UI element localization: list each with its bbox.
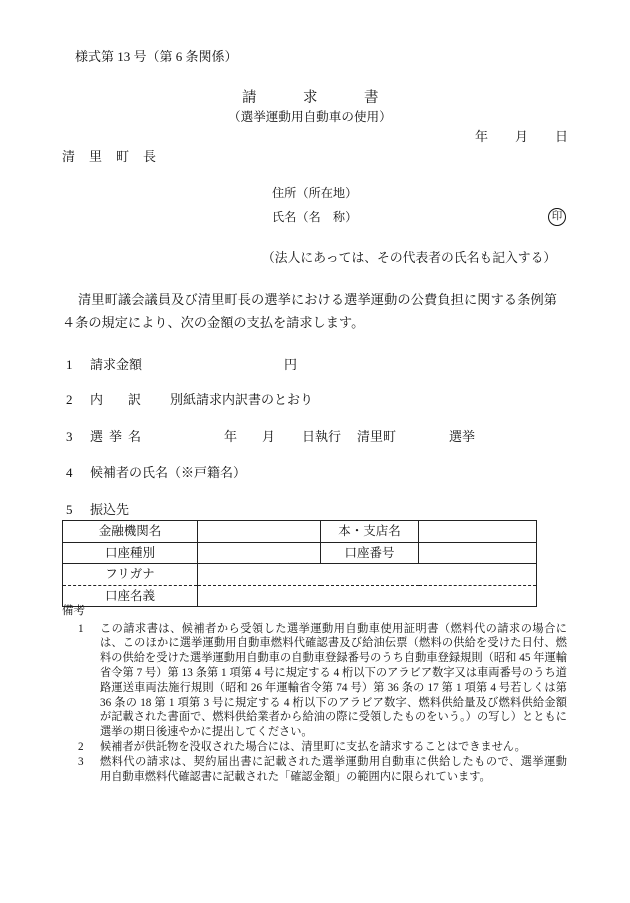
claimant-name-label: 氏名（名 称） <box>272 210 358 224</box>
remark-line: この請求書は、候補者から受領した選挙運動用自動車使用証明書（燃料代の請求の場合に <box>100 622 567 635</box>
item-number: 4 <box>66 465 73 480</box>
yen-unit: 円 <box>284 357 298 372</box>
item-number: 3 <box>66 429 73 444</box>
account-holder-label: 口座名義 <box>63 585 198 607</box>
bank-account-table <box>62 520 537 607</box>
remark-number: 2 <box>78 740 84 753</box>
account-number-label: 口座番号 <box>321 542 419 564</box>
remark-text <box>100 740 567 755</box>
account-type-label: 口座種別 <box>63 542 198 564</box>
furigana-value-cell <box>198 564 537 586</box>
election-day-label: 日執行 <box>302 429 342 444</box>
seal-mark-icon: 印 <box>548 208 566 226</box>
candidate-name-label: 候補者の氏名（※戸籍名） <box>90 465 247 480</box>
branch-label: 本・支店名 <box>321 521 419 543</box>
remark-line: は、このほかに選挙運動用自動車燃料代確認書及び給油伝票（燃料の供給を受けた日付、燃 <box>100 637 567 650</box>
remark-note <box>78 622 567 740</box>
body-text-line: ４条の規定により、次の金額の支払を請求します。 <box>62 315 365 330</box>
account-holder-value-cell <box>198 585 537 607</box>
remark-line: 燃料代の請求は、契約届出書に記載された選挙運動用自動車に供給したもので、選挙運動 <box>100 755 567 768</box>
remark-line: 料の供給を受けた選挙運動用自動車の自動車登録番号のうち自動車登録規則（昭和 45 年運輸 <box>100 652 567 665</box>
remark-line: 選挙の期日後速やかに提出してください。 <box>100 726 313 739</box>
addressee: 清里町長 <box>62 149 171 164</box>
election-name-label: 選挙名 <box>90 429 148 444</box>
body-text-line: 清里町議会議員及び清里町長の選挙における選挙運動の公費負担に関する条例第 <box>78 292 557 307</box>
date-day-label: 日 <box>555 129 569 144</box>
item-number: 5 <box>66 502 73 517</box>
form-number: 様式第 13 号（第 6 条関係） <box>75 49 238 64</box>
remark-line: 36 条の 18 第 1 項第 3 号に規定する 4 桁以下のアラビア数字、燃料供給量及び燃料供給金額 <box>100 696 567 709</box>
breakdown-value: 別紙請求内訳書のとおり <box>170 392 314 407</box>
claim-amount-label: 請求金額 <box>90 357 143 372</box>
remark-number: 3 <box>78 755 84 768</box>
document-subtitle: （選挙運動用自動車の使用） <box>228 110 392 124</box>
remark-line: 省令第 7 号）第 13 条第 1 項第 4 号に規定する 4 桁以下のアラビア数字又は車両番号のうち道 <box>100 666 567 679</box>
remark-line: 候補者が供託物を没収された場合には、清里町に支払を請求することはできません。 <box>100 740 526 753</box>
remarks-notes <box>78 622 567 785</box>
account-type-value-cell <box>198 542 321 564</box>
branch-value-cell <box>419 521 537 543</box>
breakdown-label: 内訳 <box>90 392 167 407</box>
remark-note <box>78 740 567 755</box>
item-number: 2 <box>66 392 73 407</box>
furigana-label: フリガナ <box>63 564 198 586</box>
bank-name-value-cell <box>198 521 321 543</box>
bank-name-label: 金融機関名 <box>63 521 198 543</box>
election-month-label: 月 <box>262 429 276 444</box>
remark-note <box>78 755 567 785</box>
item-number: 1 <box>66 357 73 372</box>
date-month-label: 月 <box>515 129 529 144</box>
transfer-destination-label: 振込先 <box>90 502 130 517</box>
remark-text <box>100 622 567 740</box>
remark-number: 1 <box>78 622 84 635</box>
remark-line: が記載された書面で、燃料供給業者から給油の際に受領したものをいう。）の写し）とともに <box>100 711 567 724</box>
remarks-heading: 備考 <box>62 605 85 617</box>
account-number-value-cell <box>419 542 537 564</box>
remark-line: 用自動車燃料代確認書に記載された「確認金額」の範囲内に限られています。 <box>100 770 491 783</box>
remark-text <box>100 755 567 785</box>
document-title: 請求書 <box>242 90 425 106</box>
election-town: 清里町 <box>357 429 397 444</box>
election-suffix: 選挙 <box>449 429 476 444</box>
corporate-representative-note: （法人にあっては、その代表者の氏名も記入する） <box>262 251 557 265</box>
date-year-label: 年 <box>475 129 489 144</box>
remark-line: 路運送車両法施行規則（昭和 26 年運輸省令第 74 号）第 36 条の 17 第 1 項第 4 号若しくは第 <box>100 681 567 694</box>
election-year-label: 年 <box>224 429 238 444</box>
claimant-address-label: 住所（所在地） <box>272 186 358 200</box>
